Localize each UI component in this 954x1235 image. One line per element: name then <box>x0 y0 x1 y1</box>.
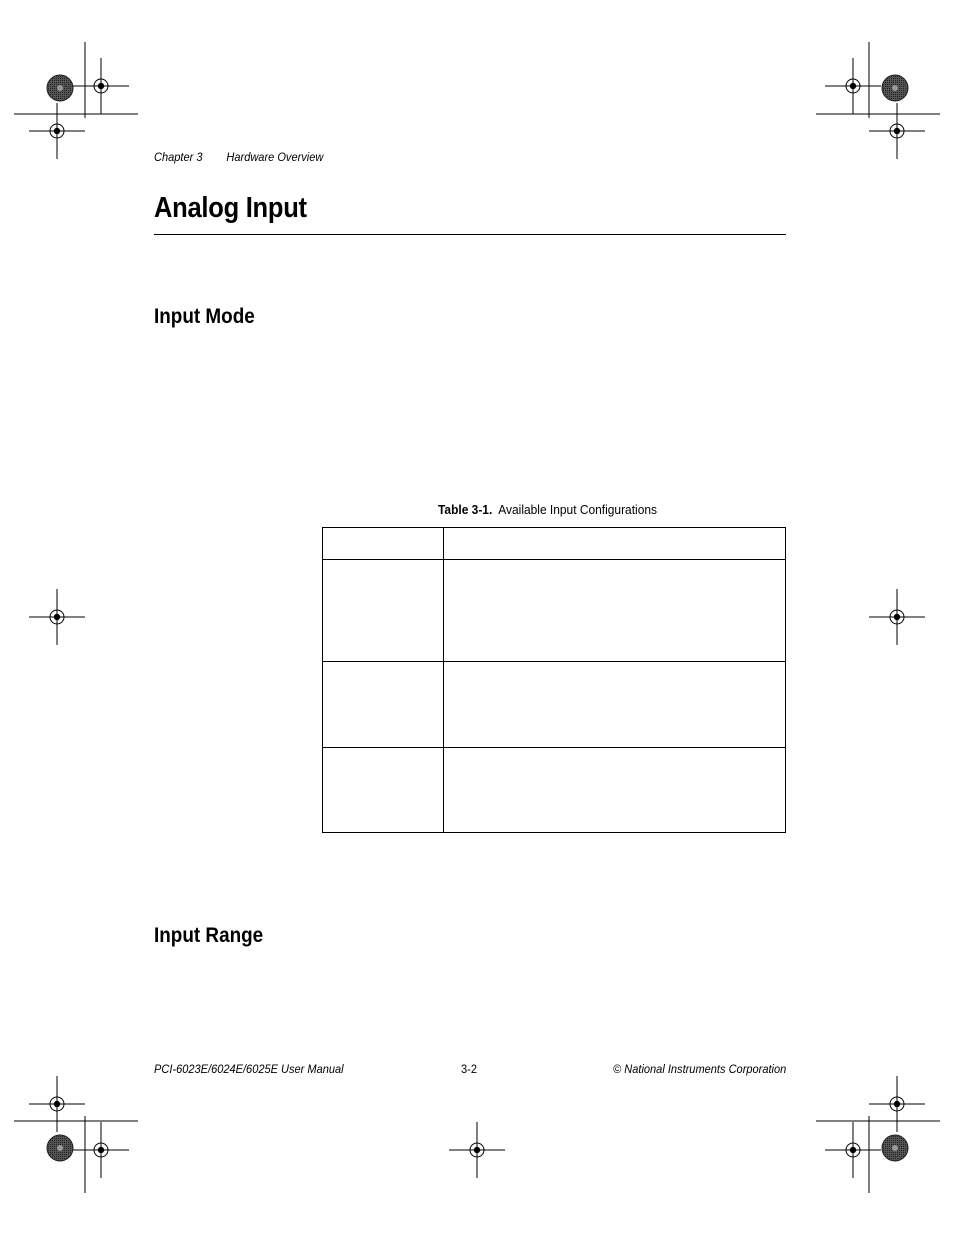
table-caption <box>438 502 657 517</box>
crosshair-icon <box>869 103 925 159</box>
footer-copyright: © National Instruments Corporation <box>612 1062 786 1076</box>
footer-page-number: 3-2 <box>461 1062 477 1076</box>
input-configurations-table <box>322 527 786 833</box>
crosshair-icon <box>869 1076 925 1132</box>
crosshair-icon <box>73 58 129 114</box>
table-number: Table 3-1. <box>438 502 493 517</box>
starburst-icon <box>882 75 908 101</box>
crosshair-icon <box>73 1122 129 1178</box>
starburst-icon <box>47 1135 73 1161</box>
crosshair-icon <box>29 103 85 159</box>
crosshair-icon <box>869 589 925 645</box>
footer-manual-title: PCI-6023E/6024E/6025E User Manual <box>154 1062 344 1076</box>
crosshair-icon <box>825 58 881 114</box>
starburst-icon <box>882 1135 908 1161</box>
input-mode-heading: Input Mode <box>154 305 255 328</box>
heading-rule <box>154 234 786 235</box>
input-range-heading: Input Range <box>154 924 264 947</box>
crosshair-icon <box>449 1122 505 1178</box>
starburst-icon <box>47 75 73 101</box>
crosshair-icon <box>29 1076 85 1132</box>
crosshair-icon <box>29 589 85 645</box>
chapter-label: Chapter 3 <box>154 150 203 164</box>
table-header-rule <box>323 559 785 560</box>
crosshair-icon <box>825 1122 881 1178</box>
section-heading: Analog Input <box>154 192 307 224</box>
running-header <box>154 150 323 164</box>
table-row-rule <box>323 661 785 662</box>
table-column-divider <box>443 528 444 832</box>
chapter-title: Hardware Overview <box>226 150 324 164</box>
table-row-rule <box>323 747 785 748</box>
table-title: Available Input Configurations <box>498 502 657 517</box>
